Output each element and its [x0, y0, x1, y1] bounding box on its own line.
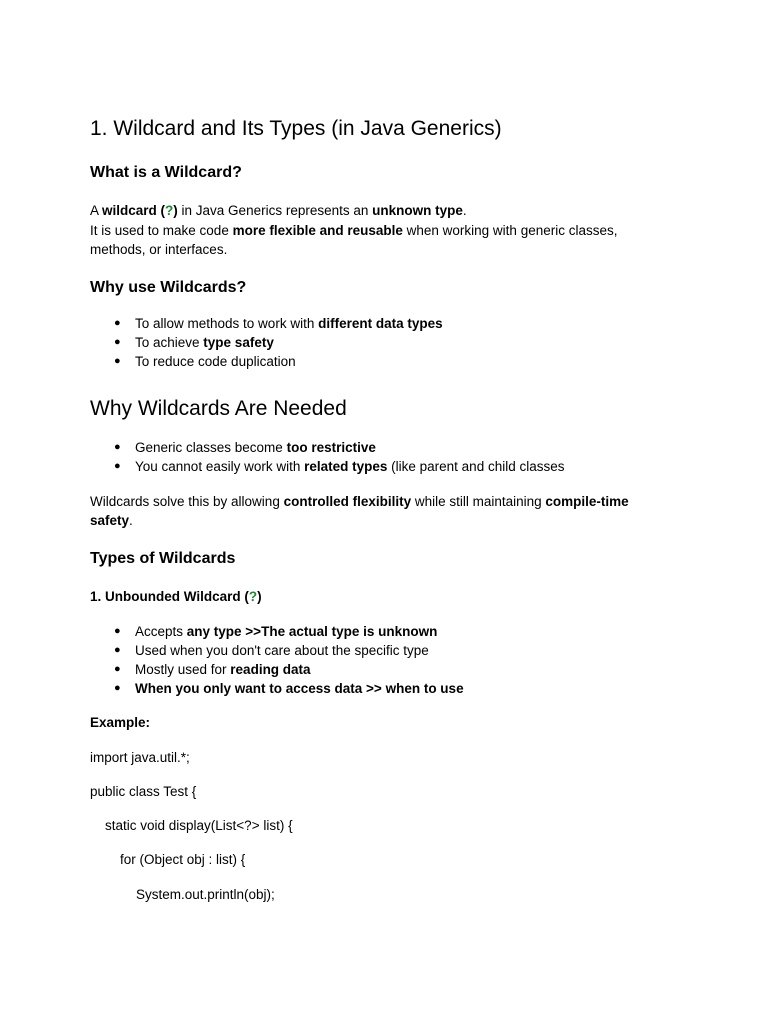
para-needed-line1: Wildcards solve this by allowing controlled flexibility while still maintaining compile-time	[90, 494, 629, 509]
para-what-line3: methods, or interfaces.	[90, 242, 228, 257]
example-label: Example:	[90, 715, 151, 730]
list-item: ● Used when you don't care about the specific type	[114, 643, 429, 658]
code-line: for (Object obj : list) {	[120, 852, 246, 867]
subheading-unbounded: 1. Unbounded Wildcard (?)	[90, 589, 262, 604]
list-item: ● Mostly used for reading data	[114, 662, 311, 677]
why-needed-list	[90, 438, 564, 476]
list-item: ● To achieve type safety	[114, 335, 274, 350]
para-what-line2: It is used to make code more flexible and reusable when working with generic classes,	[90, 223, 618, 238]
list-item: ● To allow methods to work with different data types	[114, 316, 443, 331]
para-needed-line2: safety.	[90, 513, 133, 528]
unbounded-list	[90, 622, 464, 698]
list-item: ● To reduce code duplication	[114, 354, 296, 369]
heading-why-use: Why use Wildcards?	[90, 279, 247, 296]
code-line: import java.util.*;	[90, 750, 190, 765]
why-use-list	[90, 314, 443, 371]
page-title: 1. Wildcard and Its Types (in Java Generics)	[90, 117, 502, 140]
code-line: static void display(List<?> list) {	[105, 818, 293, 833]
heading-types: Types of Wildcards	[90, 550, 236, 567]
heading-why-needed: Why Wildcards Are Needed	[90, 397, 347, 420]
list-item: ● You cannot easily work with related types (like parent and child classes	[114, 459, 565, 474]
code-line: public class Test {	[90, 784, 197, 799]
list-item: ● Generic classes become too restrictive	[114, 440, 376, 455]
para-what-line1: A wildcard (?) in Java Generics represents an unknown type.	[90, 203, 467, 218]
list-item: ● Accepts any type >>The actual type is unknown	[114, 624, 438, 639]
heading-what-is-wildcard: What is a Wildcard?	[90, 164, 242, 181]
code-line: System.out.println(obj);	[136, 887, 275, 902]
list-item: ● When you only want to access data >> when to use	[114, 681, 464, 696]
